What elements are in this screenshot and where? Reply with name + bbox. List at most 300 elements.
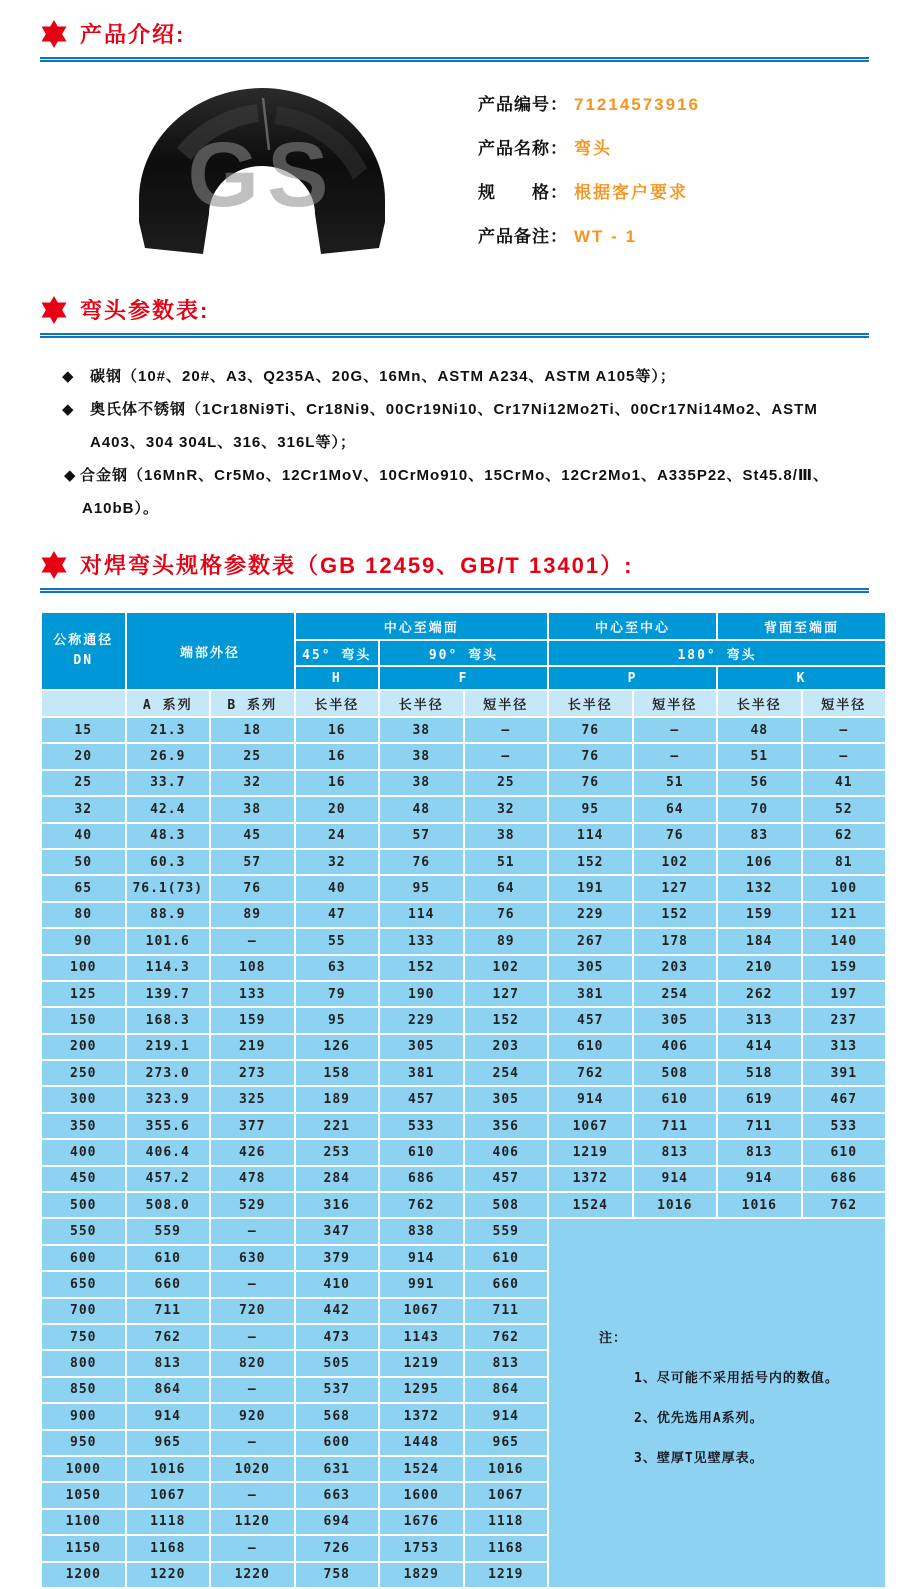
table-cell: 191 [549, 876, 632, 900]
table-cell: 323.9 [127, 1087, 210, 1111]
table-cell: 762 [465, 1325, 548, 1349]
table-cell: 457 [380, 1087, 463, 1111]
table-cell: 25 [42, 771, 125, 795]
table-row [42, 1114, 885, 1138]
table-cell: 568 [296, 1404, 379, 1428]
table-row [42, 929, 885, 953]
section-header-spec [40, 549, 869, 580]
table-row [42, 850, 885, 874]
table-cell: 76 [549, 771, 632, 795]
table-cell: 219 [211, 1035, 294, 1059]
table-cell: 700 [42, 1299, 125, 1323]
table-cell: 508 [634, 1061, 717, 1085]
header-dn-line1: 公称通径 [53, 633, 114, 648]
table-cell: 51 [718, 744, 801, 768]
table-cell: 410 [296, 1272, 379, 1296]
table-cell: 106 [718, 850, 801, 874]
product-info [478, 86, 700, 266]
table-cell: 273.0 [127, 1061, 210, 1085]
blue-divider [40, 57, 869, 62]
table-cell: 529 [211, 1193, 294, 1217]
table-row [42, 1140, 885, 1164]
table-cell: 48 [380, 797, 463, 821]
table-cell: 273 [211, 1061, 294, 1085]
header-long-radius: 长半径 [549, 691, 632, 716]
table-cell: 1168 [465, 1536, 548, 1560]
product-field-code [478, 90, 700, 134]
notes-title: 注： [599, 1331, 628, 1347]
table-cell: 38 [380, 718, 463, 742]
table-cell: 127 [634, 876, 717, 900]
table-cell: 102 [465, 956, 548, 980]
table-cell: 305 [380, 1035, 463, 1059]
table-cell: 965 [127, 1431, 210, 1455]
table-row [42, 771, 885, 795]
section-title-params: 弯头参数表: [80, 298, 210, 323]
spec-table-body [42, 718, 885, 1587]
section-title-spec: 对焊弯头规格参数表（GB 12459、GB/T 13401）: [80, 553, 634, 578]
material-item-carbon [62, 360, 869, 393]
table-cell: 537 [296, 1378, 379, 1402]
table-cell: 694 [296, 1510, 379, 1534]
table-cell: 1372 [549, 1167, 632, 1191]
table-cell: 114 [549, 824, 632, 848]
table-cell: 81 [803, 850, 886, 874]
header-k: K [718, 667, 885, 689]
table-cell: 406.4 [127, 1140, 210, 1164]
table-cell: 650 [42, 1272, 125, 1296]
table-cell: 95 [380, 876, 463, 900]
table-cell: 313 [718, 1008, 801, 1032]
table-row [42, 1061, 885, 1085]
table-cell: 800 [42, 1351, 125, 1375]
header-long-radius: 长半径 [296, 691, 379, 716]
table-cell: 32 [465, 797, 548, 821]
section-header-intro [40, 18, 869, 49]
table-cell: 24 [296, 824, 379, 848]
table-cell: 21.3 [127, 718, 210, 742]
elbow-image [117, 88, 407, 264]
table-cell: 250 [42, 1061, 125, 1085]
table-cell: 1448 [380, 1431, 463, 1455]
table-cell: 253 [296, 1140, 379, 1164]
table-cell: 914 [465, 1404, 548, 1428]
table-cell: 381 [549, 982, 632, 1006]
material-text: 合金钢（16MnR、Cr5Mo、12Cr1MoV、10CrMo910、15CrMo、12Cr2Mo1、A335P22、St45.8/Ⅲ、 [80, 467, 830, 484]
table-cell: 88.9 [127, 903, 210, 927]
section-title-intro: 产品介绍: [80, 22, 186, 47]
material-text: A10bB）。 [82, 500, 160, 517]
table-cell: 40 [42, 824, 125, 848]
table-cell: 1600 [380, 1483, 463, 1507]
table-cell: 90 [42, 929, 125, 953]
table-cell: — [211, 1325, 294, 1349]
table-cell: 1100 [42, 1510, 125, 1534]
table-cell: 762 [803, 1193, 886, 1217]
header-center-to-end: 中心至端面 [296, 613, 548, 639]
table-cell: 89 [211, 903, 294, 927]
table-cell: 159 [803, 956, 886, 980]
table-cell: 16 [296, 718, 379, 742]
table-cell: 41 [803, 771, 886, 795]
header-back-to-end: 背面至端面 [718, 613, 885, 639]
blue-divider [40, 588, 869, 593]
table-cell: 20 [296, 797, 379, 821]
table-cell: 660 [127, 1272, 210, 1296]
table-cell: — [211, 1483, 294, 1507]
table-cell: 1000 [42, 1457, 125, 1481]
table-cell: 600 [42, 1246, 125, 1270]
table-cell: 1220 [211, 1563, 294, 1587]
table-cell: — [211, 1431, 294, 1455]
table-cell: 1118 [127, 1510, 210, 1534]
table-cell: 133 [380, 929, 463, 953]
table-cell: 38 [211, 797, 294, 821]
table-cell: 51 [465, 850, 548, 874]
table-cell: 1220 [127, 1563, 210, 1587]
table-cell: 914 [380, 1246, 463, 1270]
product-field-spec [478, 178, 700, 222]
table-cell: 355.6 [127, 1114, 210, 1138]
table-cell: 62 [803, 824, 886, 848]
table-cell: 610 [634, 1087, 717, 1111]
table-cell: 450 [42, 1167, 125, 1191]
header-p: P [549, 667, 716, 689]
header-long-radius: 长半径 [718, 691, 801, 716]
field-label: 产品编号： [478, 95, 568, 114]
table-cell: 914 [634, 1167, 717, 1191]
table-cell: 38 [380, 771, 463, 795]
table-cell: 38 [380, 744, 463, 768]
header-short-radius: 短半径 [634, 691, 717, 716]
table-cell: 127 [465, 982, 548, 1006]
table-cell: 1016 [718, 1193, 801, 1217]
table-cell: 610 [549, 1035, 632, 1059]
table-cell: 1016 [465, 1457, 548, 1481]
table-cell: 158 [296, 1061, 379, 1085]
table-cell: 406 [465, 1140, 548, 1164]
header-series-a: A 系列 [127, 691, 210, 716]
red-star-icon [40, 551, 68, 579]
table-cell: 400 [42, 1140, 125, 1164]
table-cell: 237 [803, 1008, 886, 1032]
table-cell: 1020 [211, 1457, 294, 1481]
table-cell: 377 [211, 1114, 294, 1138]
table-cell: 711 [634, 1114, 717, 1138]
table-cell: 152 [465, 1008, 548, 1032]
table-cell: 813 [634, 1140, 717, 1164]
table-cell: 758 [296, 1563, 379, 1587]
table-cell: 864 [127, 1378, 210, 1402]
table-cell: 89 [465, 929, 548, 953]
table-cell: 356 [465, 1114, 548, 1138]
table-cell: 630 [211, 1246, 294, 1270]
field-value: 71214573916 [574, 95, 701, 114]
table-cell: 467 [803, 1087, 886, 1111]
table-cell: 63 [296, 956, 379, 980]
table-cell: 305 [465, 1087, 548, 1111]
product-photo [112, 86, 412, 266]
header-series-b: B 系列 [211, 691, 294, 716]
table-cell: 40 [296, 876, 379, 900]
table-cell: 159 [718, 903, 801, 927]
table-cell: 305 [549, 956, 632, 980]
table-cell: 1200 [42, 1563, 125, 1587]
table-cell: — [211, 1272, 294, 1296]
table-cell: 65 [42, 876, 125, 900]
section-header-params [40, 294, 869, 325]
table-cell: 750 [42, 1325, 125, 1349]
table-cell: 325 [211, 1087, 294, 1111]
table-row [42, 1219, 885, 1243]
table-cell: 991 [380, 1272, 463, 1296]
table-cell: 559 [127, 1219, 210, 1243]
table-cell: 518 [718, 1061, 801, 1085]
red-star-icon [40, 20, 68, 48]
table-cell: 229 [549, 903, 632, 927]
table-cell: 457 [549, 1008, 632, 1032]
field-label: 产品名称： [478, 139, 568, 158]
note-item: 1、尽可能不采用括号内的数值。 [634, 1371, 839, 1387]
table-cell: 140 [803, 929, 886, 953]
table-cell: 152 [634, 903, 717, 927]
table-cell: 414 [718, 1035, 801, 1059]
table-cell: 76 [465, 903, 548, 927]
spec-table-head [42, 613, 885, 716]
table-cell: 600 [296, 1431, 379, 1455]
table-cell: 25 [211, 744, 294, 768]
table-cell: 150 [42, 1008, 125, 1032]
table-cell: 139.7 [127, 982, 210, 1006]
table-cell: 663 [296, 1483, 379, 1507]
table-cell: 203 [465, 1035, 548, 1059]
table-cell: 660 [465, 1272, 548, 1296]
table-cell: 152 [549, 850, 632, 874]
table-cell: 20 [42, 744, 125, 768]
header-row-1 [42, 613, 885, 639]
table-cell: 313 [803, 1035, 886, 1059]
table-cell: 60.3 [127, 850, 210, 874]
table-cell: 813 [127, 1351, 210, 1375]
table-cell: 64 [465, 876, 548, 900]
table-cell: 133 [211, 982, 294, 1006]
table-cell: 610 [465, 1246, 548, 1270]
table-cell: 100 [803, 876, 886, 900]
table-cell: 1524 [549, 1193, 632, 1217]
table-cell: — [634, 744, 717, 768]
table-cell: 229 [380, 1008, 463, 1032]
table-cell: 1295 [380, 1378, 463, 1402]
table-cell: — [465, 744, 548, 768]
table-cell: 80 [42, 903, 125, 927]
table-cell: 559 [465, 1219, 548, 1243]
table-cell: — [211, 1219, 294, 1243]
header-blank [42, 691, 125, 716]
table-row [42, 1193, 885, 1217]
header-center-to-center: 中心至中心 [549, 613, 716, 639]
table-cell: 18 [211, 718, 294, 742]
table-cell: 102 [634, 850, 717, 874]
table-row [42, 797, 885, 821]
table-row [42, 1167, 885, 1191]
table-cell: 184 [718, 929, 801, 953]
table-cell: — [803, 744, 886, 768]
table-cell: 686 [380, 1167, 463, 1191]
material-text: A403、304 304L、316、316L等）； [90, 434, 356, 451]
table-cell: 1219 [465, 1563, 548, 1587]
spec-table-wrap [40, 611, 869, 1589]
table-cell: 711 [718, 1114, 801, 1138]
table-cell: 50 [42, 850, 125, 874]
table-cell: 305 [634, 1008, 717, 1032]
table-cell: 508 [465, 1193, 548, 1217]
diamond-bullet-icon: ◆ [62, 401, 75, 418]
table-cell: 76 [380, 850, 463, 874]
table-cell: 1219 [549, 1140, 632, 1164]
table-cell: 25 [465, 771, 548, 795]
table-cell: 83 [718, 824, 801, 848]
header-f: F [380, 667, 547, 689]
table-cell: 686 [803, 1167, 886, 1191]
table-cell: 864 [465, 1378, 548, 1402]
table-cell: 126 [296, 1035, 379, 1059]
table-cell: 965 [465, 1431, 548, 1455]
table-cell: 920 [211, 1404, 294, 1428]
table-cell: 610 [127, 1246, 210, 1270]
table-cell: 391 [803, 1061, 886, 1085]
table-cell: — [803, 718, 886, 742]
table-cell: 550 [42, 1219, 125, 1243]
table-cell: — [211, 1378, 294, 1402]
material-text: 奥氏体不锈钢（1Cr18Ni9Ti、Cr18Ni9、00Cr19Ni10、Cr17Ni12Mo2Ti、00Cr17Ni14Mo2、ASTM [90, 401, 818, 418]
table-cell: 711 [465, 1299, 548, 1323]
blue-divider [40, 333, 869, 338]
table-cell: 56 [718, 771, 801, 795]
table-cell: 1016 [127, 1457, 210, 1481]
table-cell: 914 [718, 1167, 801, 1191]
table-cell: 381 [380, 1061, 463, 1085]
table-cell: 100 [42, 956, 125, 980]
table-row [42, 1087, 885, 1111]
table-cell: 42.4 [127, 797, 210, 821]
note-item: 3、壁厚T见壁厚表。 [634, 1451, 764, 1467]
table-cell: — [465, 718, 548, 742]
header-dn-line2: DN [73, 653, 94, 668]
table-row [42, 718, 885, 742]
table-cell: 221 [296, 1114, 379, 1138]
table-row [42, 903, 885, 927]
table-cell: 1829 [380, 1563, 463, 1587]
table-cell: 57 [380, 824, 463, 848]
table-cell: 108 [211, 956, 294, 980]
table-cell: 210 [718, 956, 801, 980]
table-cell: 45 [211, 824, 294, 848]
table-cell: 914 [549, 1087, 632, 1111]
table-cell: 1050 [42, 1483, 125, 1507]
table-cell: 914 [127, 1404, 210, 1428]
table-cell: 200 [42, 1035, 125, 1059]
table-cell: 114 [380, 903, 463, 927]
material-item-alloy [62, 459, 869, 492]
table-cell: 500 [42, 1193, 125, 1217]
table-cell: 1150 [42, 1536, 125, 1560]
table-cell: 168.3 [127, 1008, 210, 1032]
diamond-bullet-icon: ◆ [64, 467, 77, 484]
materials-list [40, 360, 869, 525]
table-cell: 48.3 [127, 824, 210, 848]
table-cell: 762 [380, 1193, 463, 1217]
table-cell: 850 [42, 1378, 125, 1402]
header-short-radius: 短半径 [803, 691, 886, 716]
table-cell: 457 [465, 1167, 548, 1191]
table-cell: 262 [718, 982, 801, 1006]
table-cell: 1168 [127, 1536, 210, 1560]
table-cell: 284 [296, 1167, 379, 1191]
table-cell: 457.2 [127, 1167, 210, 1191]
table-cell: 762 [127, 1325, 210, 1349]
material-item-alloy-cont [62, 492, 869, 525]
table-cell: 820 [211, 1351, 294, 1375]
table-cell: 254 [634, 982, 717, 1006]
table-cell: — [211, 929, 294, 953]
spec-table [40, 611, 887, 1589]
table-cell: 121 [803, 903, 886, 927]
table-cell: 505 [296, 1351, 379, 1375]
table-cell: 26.9 [127, 744, 210, 768]
table-cell: 442 [296, 1299, 379, 1323]
table-cell: 838 [380, 1219, 463, 1243]
red-star-icon [40, 296, 68, 324]
header-elbow90: 90° 弯头 [380, 641, 547, 665]
field-label: 规 格： [478, 183, 568, 202]
table-cell: 619 [718, 1087, 801, 1111]
table-cell: 1372 [380, 1404, 463, 1428]
table-cell: 16 [296, 771, 379, 795]
header-long-radius: 长半径 [380, 691, 463, 716]
table-cell: 64 [634, 797, 717, 821]
header-elbow180: 180° 弯头 [549, 641, 885, 665]
table-cell: 426 [211, 1140, 294, 1164]
table-cell: 101.6 [127, 929, 210, 953]
diamond-bullet-icon: ◆ [62, 368, 75, 385]
field-label: 产品备注： [478, 227, 568, 246]
table-cell: 125 [42, 982, 125, 1006]
photo-watermark: GS [187, 124, 337, 226]
table-cell: 152 [380, 956, 463, 980]
table-cell: 79 [296, 982, 379, 1006]
table-cell: 197 [803, 982, 886, 1006]
table-cell: 316 [296, 1193, 379, 1217]
table-cell: 813 [465, 1351, 548, 1375]
table-cell: 76 [634, 824, 717, 848]
note-item: 2、优先选用A系列。 [634, 1411, 764, 1427]
table-cell: 32 [296, 850, 379, 874]
field-value: 弯头 [574, 139, 612, 158]
table-cell: 1219 [380, 1351, 463, 1375]
table-cell: — [211, 1536, 294, 1560]
table-cell: 32 [42, 797, 125, 821]
table-cell: 1524 [380, 1457, 463, 1481]
table-cell: 33.7 [127, 771, 210, 795]
table-cell: 610 [803, 1140, 886, 1164]
table-cell: 159 [211, 1008, 294, 1032]
header-end-od: 端部外径 [127, 613, 294, 689]
table-cell: 114.3 [127, 956, 210, 980]
table-cell: — [634, 718, 717, 742]
header-elbow45: 45° 弯头 [296, 641, 379, 665]
table-cell: 95 [549, 797, 632, 821]
table-cell: 32 [211, 771, 294, 795]
